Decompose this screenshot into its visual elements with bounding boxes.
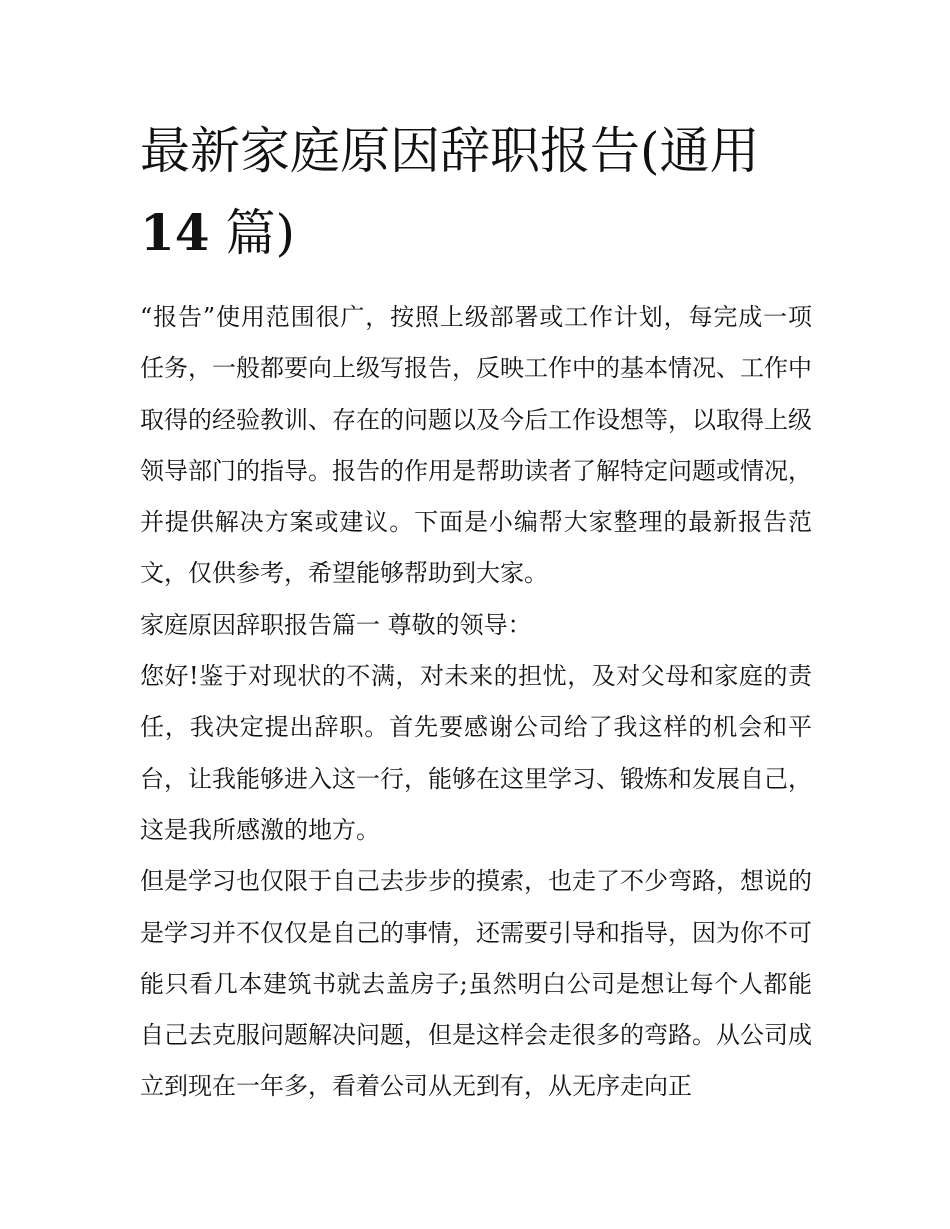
intro-paragraph: “报告”使用范围很广，按照上级部署或工作计划，每完成一项任务，一般都要向上级写报告，反映工作中的基本情况、工作中取得的经验教训、存在的问题以及今后工作设想等，以取得上级领导部门的指导。报告的作用是帮助读者了解特定问题或情况，并提供解决方案或建议。下面是小编帮大家整理的最新报告范文，仅供参考，希望能够帮助到大家。 — [140, 303, 812, 588]
body-paragraph: 但是学习也仅限于自己去步步的摸索，也走了不少弯路，想说的是学习并不仅仅是自己的事情，还需要引导和指导，因为你不可能只看几本建筑书就去盖房子;虽然明白公司是想让每个人都能自己去克服问题解决问题，但是这样会走很多的弯路。从公司成立到现在一年多，看着公司从无到有，从无序走向正 — [140, 867, 812, 1101]
section-heading-paragraph: 家庭原因辞职报告篇一 尊敬的领导： — [140, 610, 532, 639]
body-paragraph: 您好!鉴于对现状的不满，对未来的担忧，及对父母和家庭的责任，我决定提出辞职。首先要感谢公司给了我这样的机会和平台，让我能够进入这一行，能够在这里学习、锻炼和发展自己，这是我所感激的地方。 — [140, 662, 812, 844]
title-line-1: 最新家庭原因辞职报告(通用 — [140, 122, 760, 180]
document-body — [140, 292, 812, 1113]
title-suffix: 篇) — [209, 204, 295, 262]
document-title — [140, 110, 812, 274]
title-number: 14 — [140, 203, 210, 262]
document-page — [140, 110, 812, 1113]
